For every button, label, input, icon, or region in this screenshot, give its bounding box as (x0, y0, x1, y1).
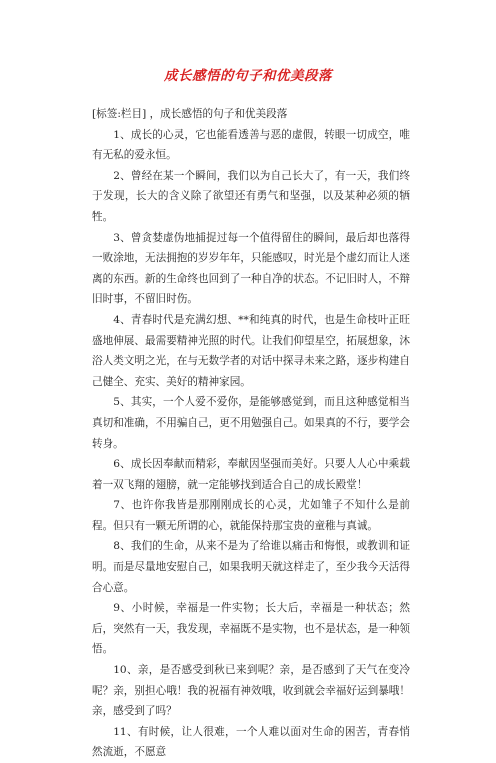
document-body (92, 104, 410, 763)
paragraph-tag-line: [标签:栏目] ，成长感悟的句子和优美段落 (92, 108, 288, 120)
paragraph-5: 5、其实，一个人爱不爱你，是能够感觉到，而且这种感觉相当真切和准确，不用骗自己，更不用勉强自己。如果真的不行，要学会转身。 (92, 396, 410, 450)
paragraph-4: 4、青春时代是充满幻想、**和纯真的时代，也是生命枝叶正旺盛地伸展、最需要精神光照的时代。让我们仰望星空，拓展想象，沐浴人类文明之光，在与无数学者的对话中探寻未来之路，逐步构建自己健全、充实、美好的精神家园。 (92, 313, 410, 388)
document-title: 成长感悟的句子和优美段落 (164, 68, 332, 84)
paragraph-1: 1、成长的心灵，它也能看透善与恶的虚假，转眼一切成空，唯有无私的爱永恒。 (92, 128, 410, 162)
paragraph-7: 7、也许你我皆是那刚刚成长的心灵，尤如雏子不知什么是前程。但只有一颗无所谓的心，就能保持那宝贵的童稚与真诚。 (92, 499, 410, 532)
paragraph-2: 2、曾经在某一个瞬间，我们以为自己长大了，有一天，我们终于发现，长大的含义除了欲望还有勇气和坚强，以及某种必须的牺牲。 (92, 169, 410, 223)
paragraph-9: 9、小时候，幸福是一件实物；长大后，幸福是一种状态；然后，突然有一天，我发现，幸福既不是实物，也不是状态，是一种领悟。 (92, 602, 410, 656)
paragraph-6: 6、成长因奉献而精彩，奉献因坚强而美好。只要人人心中乘载着一双飞翔的翅膀，就一定能够找到适合自己的成长殿堂！ (92, 458, 410, 491)
paragraph-10: 10、亲，是否感受到秋已来到呢？亲，是否感到了天气在变冷呢？亲，别担心哦！我的祝福有神效哦，收到就会幸福好运到暴哦！亲，感受到了吗？ (92, 664, 410, 718)
paragraph-3: 3、曾贪婪虚伪地捕捉过每一个值得留住的瞬间，最后却也落得一败涂地，无法拥抱的岁岁年年，只能感叹，时光是个虚幻而让人迷离的东西。新的生命终也回到了一种自净的状态。不记旧时人，不辩旧时事，不留旧时伤。 (92, 231, 410, 306)
paragraph-8: 8、我们的生命，从来不是为了给谁以痛击和悔恨，或教训和证明。而是尽量地安慰自己，如果我明天就这样走了，至少我今天活得合心意。 (92, 540, 410, 594)
paragraph-11: 11、有时候，让人很难，一个人难以面对生命的困苦，青春悄然流逝，不愿意 (92, 725, 410, 759)
